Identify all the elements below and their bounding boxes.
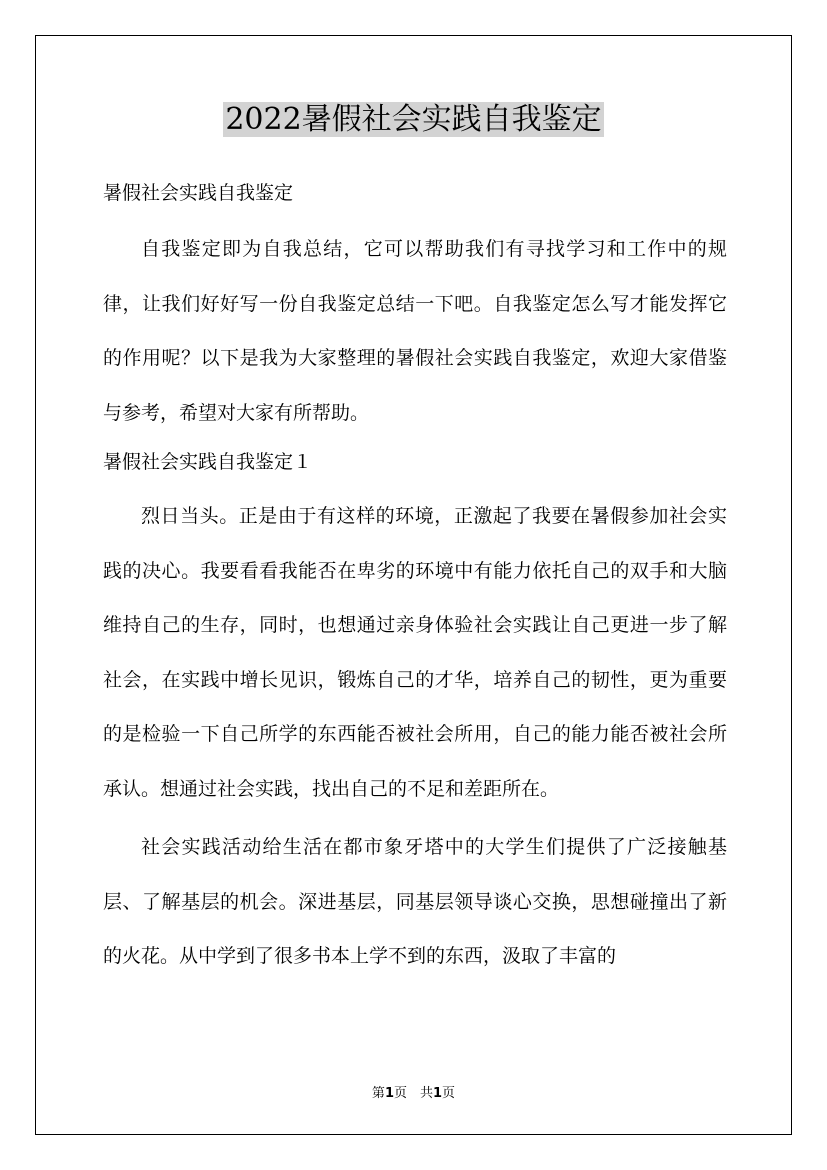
footer-page-total: 1 [433,1086,443,1101]
subtitle: 暑假社会实践自我鉴定 [103,182,294,204]
document-body [103,171,727,984]
page-footer [0,1082,827,1101]
footer-prefix: 第 [371,1086,385,1101]
body-paragraph-2: 社会实践活动给生活在都市象牙塔中的大学生们提供了广泛接触基层、了解基层的机会。深进基层，同基层领导谈心交换，思想碰撞出了新的火花。从中学到了很多书本上学不到的东西，汲取了丰富的 [103,836,727,967]
body-paragraph-1: 烈日当头。正是由于有这样的环境，正激起了我要在暑假参加社会实践的决心。我要看看我能否在卑劣的环境中有能力依托自己的双手和大脑维持自己的生存，同时，也想通过亲身体验社会实践让自己更进一步了解社会，在实践中增长见识，锻炼自己的才华，培养自己的韧性，更为重要的是检验一下自己所学的东西能否被社会所用，自己的能力能否被社会所承认。想通过社会实践，找出自己的不足和差距所在。 [103,505,727,800]
footer-suffix: 页 [442,1086,456,1101]
document-title [0,98,827,142]
intro-paragraph: 自我鉴定即为自我总结，它可以帮助我们有寻找学习和工作中的规律，让我们好好写一份自我鉴定总结一下吧。自我鉴定怎么写才能发挥它的作用呢？以下是我为大家整理的暑假社会实践自我鉴定，欢迎大家借鉴与参考，希望对大家有所帮助。 [103,238,727,424]
document-title-text: 2022暑假社会实践自我鉴定 [225,102,602,137]
footer-mid: 页 共 [393,1086,433,1101]
footer-page-number: 1 [384,1086,394,1101]
section-heading: 暑假社会实践自我鉴定１ [103,451,313,473]
